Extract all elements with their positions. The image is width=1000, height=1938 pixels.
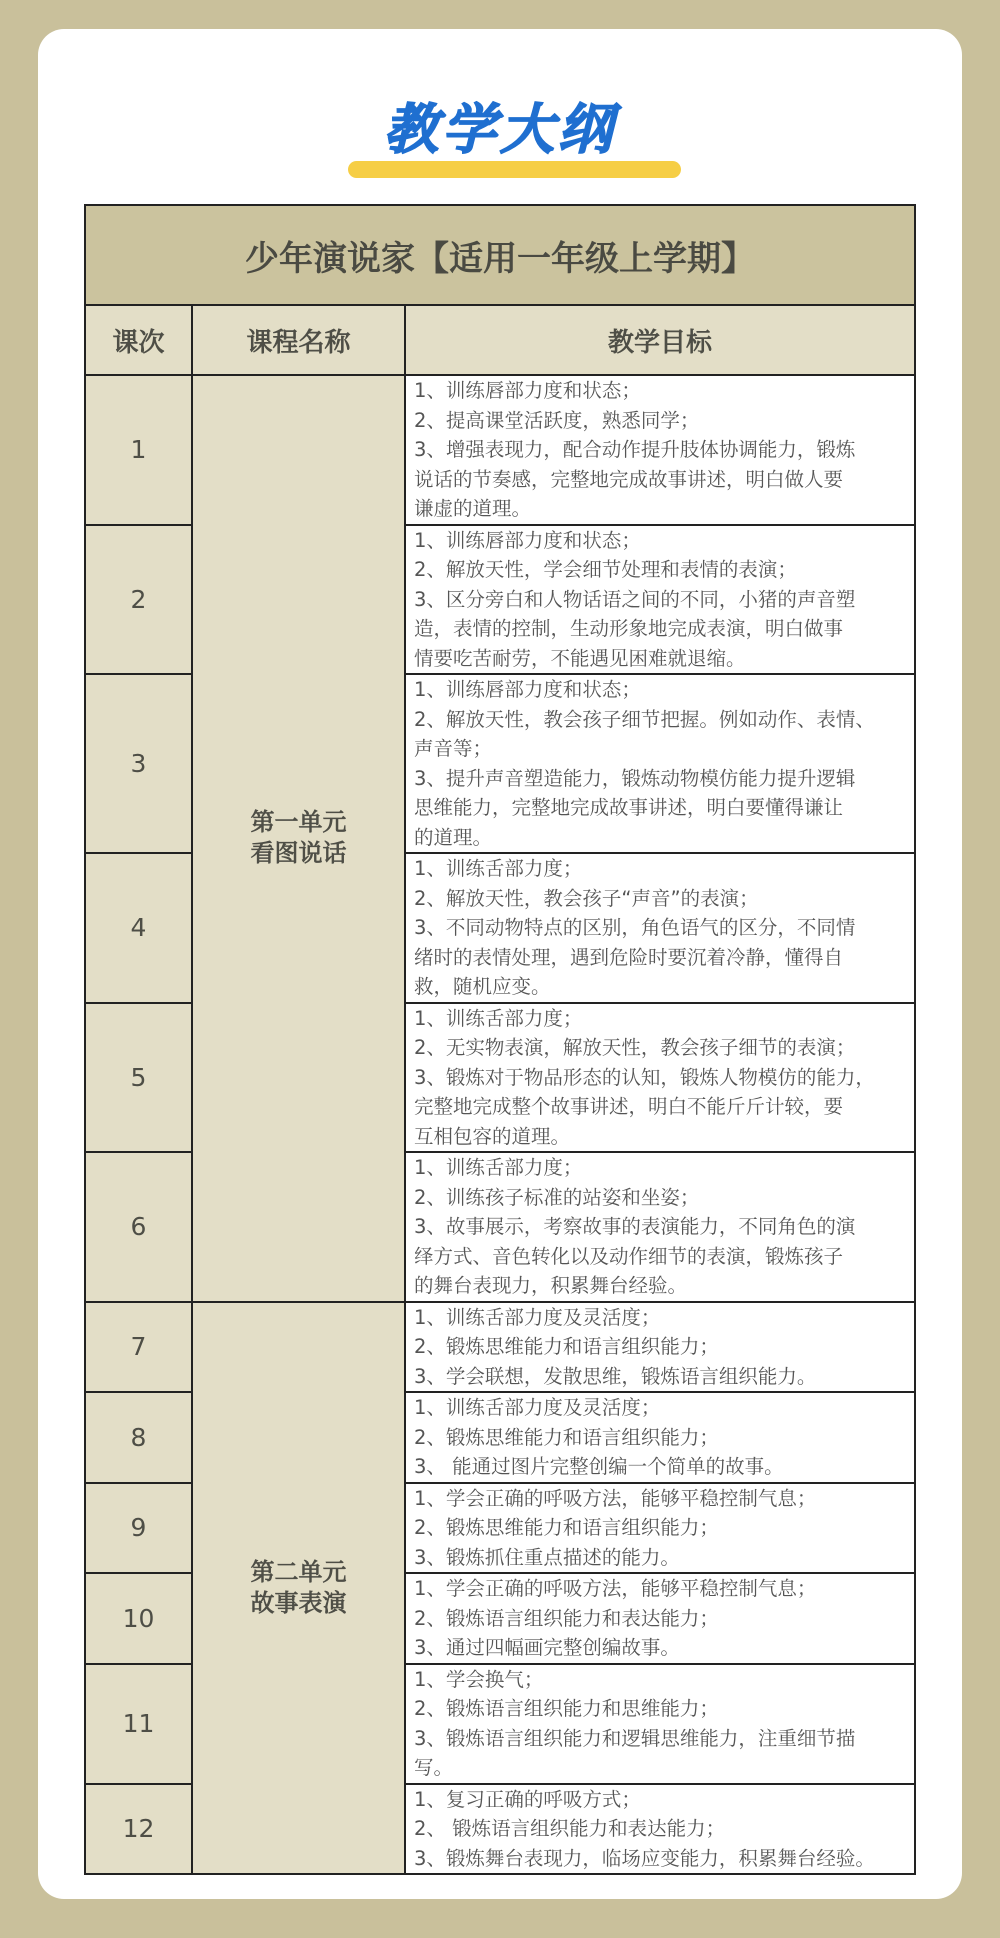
goal-line: 3、故事展示，考察故事的表演能力，不同角色的演	[414, 1215, 856, 1238]
page-title: 教学大纲	[384, 98, 616, 161]
column-header-teaching-goals: 教学目标	[405, 305, 915, 375]
lesson-number: 2	[85, 525, 192, 675]
lesson-number: 8	[85, 1392, 192, 1483]
goal-line: 绎方式、音色转化以及动作细节的表演，锻炼孩子	[414, 1244, 844, 1268]
goal-line: 2、锻炼思维能力和语言组织能力；	[414, 1335, 719, 1358]
column-header-course-name: 课程名称	[192, 305, 405, 375]
goal-line: 绪时的表情处理，遇到危险时要沉着冷静，懂得自	[414, 945, 844, 969]
goal-line: 3、通过四幅画完整创编故事。	[414, 1636, 680, 1659]
unit-title: 看图说话	[250, 839, 347, 868]
teaching-goals	[405, 853, 915, 1003]
content-card	[38, 29, 962, 1899]
title-area	[38, 89, 962, 185]
teaching-goals	[405, 1664, 915, 1784]
goal-line: 2、解放天性，教会孩子“声音”的表演；	[414, 886, 759, 910]
goal-line: 2、解放天性，学会细节处理和表情的表演；	[414, 558, 797, 581]
teaching-goals	[405, 375, 915, 525]
unit-number: 第一单元	[250, 808, 347, 837]
goal-line: 3、区分旁白和人物话语之间的不同，小猪的声音塑	[414, 587, 856, 611]
goal-line: 互相包容的道理。	[414, 1124, 571, 1148]
teaching-goals	[405, 1152, 915, 1302]
lesson-number: 7	[85, 1302, 192, 1393]
goal-line: 3、 能通过图片完整创编一个简单的故事。	[414, 1455, 784, 1478]
goal-line: 完整地完成整个故事讲述，明白不能斤斤计较，要	[414, 1095, 844, 1118]
goal-line: 1、训练舌部力度；	[414, 1156, 583, 1179]
goal-line: 1、学会正确的呼吸方法，能够平稳控制气息；	[414, 1577, 817, 1600]
teaching-goals	[405, 1784, 915, 1875]
unit-name	[192, 375, 405, 1302]
goal-line: 2、锻炼语言组织能力和思维能力；	[414, 1697, 719, 1720]
goal-line: 2、锻炼语言组织能力和表达能力；	[414, 1606, 719, 1630]
lesson-number: 1	[85, 375, 192, 525]
goal-line: 1、训练唇部力度和状态；	[414, 678, 641, 701]
goal-line: 3、锻炼对于物品形态的认知，锻炼人物模仿的能力，	[414, 1065, 875, 1089]
goal-line: 的道理。	[414, 825, 493, 849]
goal-line: 1、训练唇部力度和状态；	[414, 379, 641, 402]
goal-line: 1、训练舌部力度及灵活度；	[414, 1305, 661, 1329]
goal-line: 造，表情的控制，生动形象地完成表演，明白做事	[414, 617, 844, 640]
table-caption: 少年演说家【适用一年级上学期】	[85, 205, 915, 305]
goal-line: 1、复习正确的呼吸方式；	[414, 1787, 641, 1811]
lesson-number: 11	[85, 1664, 192, 1784]
goal-line: 2、 锻炼语言组织能力和表达能力；	[414, 1817, 726, 1840]
goal-line: 3、不同动物特点的区别，角色语气的区分，不同情	[414, 916, 856, 939]
goal-line: 2、提高课堂活跃度，熟悉同学；	[414, 408, 700, 432]
table-row	[85, 375, 915, 525]
goal-line: 救，随机应变。	[414, 975, 551, 998]
lesson-number: 9	[85, 1483, 192, 1574]
syllabus-table	[84, 204, 916, 1875]
unit-number: 第二单元	[250, 1557, 347, 1586]
table-header-row	[85, 305, 915, 375]
goal-line: 声音等；	[414, 737, 493, 760]
teaching-goals	[405, 1003, 915, 1153]
goal-line: 的舞台表现力，积累舞台经验。	[414, 1274, 688, 1297]
column-header-lesson: 课次	[85, 305, 192, 375]
table-row	[85, 1302, 915, 1393]
teaching-goals	[405, 1573, 915, 1664]
teaching-goals	[405, 1302, 915, 1393]
goal-line: 3、锻炼舞台表现力，临场应变能力，积累舞台经验。	[414, 1846, 875, 1870]
goal-line: 写。	[414, 1756, 454, 1779]
goal-line: 1、训练舌部力度；	[414, 857, 583, 880]
goal-line: 3、提升声音塑造能力，锻炼动物模仿能力提升逻辑	[414, 766, 856, 790]
teaching-goals	[405, 674, 915, 853]
goal-line: 2、解放天性，教会孩子细节把握。例如动作、表情、	[414, 707, 875, 731]
goal-line: 1、学会换气；	[414, 1667, 544, 1691]
goal-line: 2、锻炼思维能力和语言组织能力；	[414, 1425, 719, 1449]
goal-line: 说话的节奏感，完整地完成故事讲述，明白做人要	[414, 467, 844, 491]
goal-line: 2、训练孩子标准的站姿和坐姿；	[414, 1185, 700, 1209]
goal-line: 情要吃苦耐劳，不能遇见困难就退缩。	[414, 646, 746, 670]
goal-line: 3、学会联想，发散思维，锻炼语言组织能力。	[414, 1364, 817, 1388]
table-caption-row	[85, 205, 915, 305]
unit-title: 故事表演	[250, 1588, 347, 1617]
goal-line: 2、锻炼思维能力和语言组织能力；	[414, 1516, 719, 1539]
lesson-number: 12	[85, 1784, 192, 1875]
goal-line: 1、训练舌部力度；	[414, 1006, 583, 1030]
goal-line: 3、锻炼语言组织能力和逻辑思维能力，注重细节描	[414, 1726, 856, 1750]
teaching-goals	[405, 1392, 915, 1483]
lesson-number: 10	[85, 1573, 192, 1664]
goal-line: 1、训练唇部力度和状态；	[414, 528, 641, 552]
goal-line: 思维能力，完整地完成故事讲述，明白要懂得谦让	[414, 796, 844, 819]
teaching-goals	[405, 525, 915, 675]
goal-line: 2、无实物表演，解放天性，教会孩子细节的表演；	[414, 1036, 856, 1059]
goal-line: 1、训练舌部力度及灵活度；	[414, 1396, 661, 1419]
goal-line: 1、学会正确的呼吸方法，能够平稳控制气息；	[414, 1486, 817, 1510]
lesson-number: 6	[85, 1152, 192, 1302]
lesson-number: 3	[85, 674, 192, 853]
lesson-number: 5	[85, 1003, 192, 1153]
goal-line: 谦虚的道理。	[414, 497, 532, 520]
goal-line: 3、增强表现力，配合动作提升肢体协调能力，锻炼	[414, 438, 856, 461]
lesson-number: 4	[85, 853, 192, 1003]
goal-line: 3、锻炼抓住重点描述的能力。	[414, 1545, 680, 1569]
teaching-goals	[405, 1483, 915, 1574]
unit-name	[192, 1302, 405, 1875]
